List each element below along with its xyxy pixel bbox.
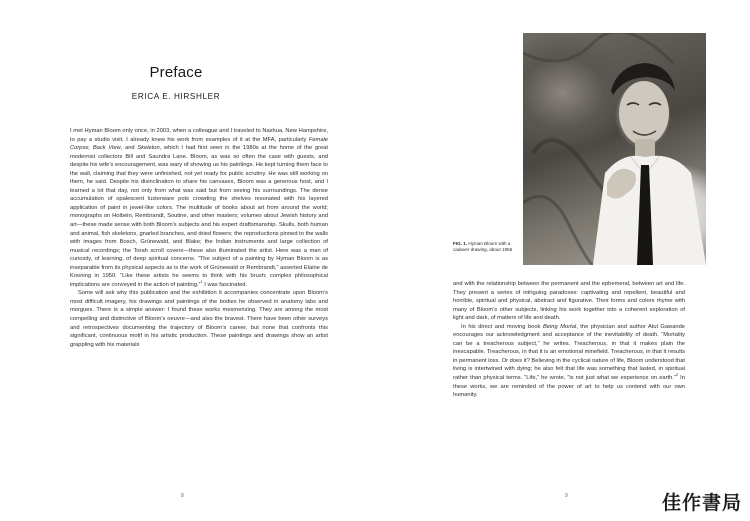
page-title: Preface	[149, 64, 203, 81]
author-name: ERICA E. HIRSHLER	[131, 92, 221, 101]
text-run: I met Hyman Bloom only once, in 2003, when a colleague and I traveled to Nashua, New Hampshire, to pay a studio visit. I already knew his work from examples of it at the MFA, particularly	[70, 128, 328, 143]
text-run: , which I had first seen in the 1980s at the home of the great modernist collectors Bill and Saundra Lane. Bloom, as was so often the case with guests, and despite his wife’s encouragement, was wary of showing us his paintings. He kept turning them face to the wall, claiming that they were unfinished, not yet ready for public scrutiny. He was still working on them, he said. Despite his disinclination to share his canvases, Bloom was a generous host, and I learned a lot that day, not only from what was said but from seeing his surroundings. The dense accumulation of opalescent lusterware pots crowding the shelves resonated with his layered application of paint in jewel-like colors. The multitude of books about art from around the world; monographs on Holbein, Rembrandt, Soutine, and other masters; volumes about Jewish history and art—these made sense with both Bloom’s subjects and his expert draftsmanship. Skulls, both human and animal, fish skeletons, gnarled branches, and dried flowers; the reproductions pinned to the walls with images from Bosch, Grünewald, and Blake; the Indian instruments and large collection of musical recordings; the Torah scroll covers—these also illuminated the artist. Here was a man of curiosity, of learning, of deep spiritual concerns. “The subject of a painting by Hyman Bloom is as inseparable from its physical aspects as is the work of Grünewald or Rembrandt,” asserted Elaine de Kooning in 1950. “Like these artists he seems to think with his brush; complex philosophical implications are conveyed in the action of painting.”	[70, 145, 328, 288]
italic-title: Female Corpse, Back View	[70, 136, 328, 152]
page-number-left: 8	[181, 493, 184, 499]
text-run: Some will ask why this publication and the exhibition it accompanies concentrate upon Bloom’s most difficult imagery, his drawings and paintings of the bodies he observed in anatomy labs and morgues. There is a simple answer: I found these works mesmerizing. They are among the most compelling and distinctive of Bloom’s oeuvre—and also the bravest. There have been other surveys and retrospectives documenting the trajectory of Bloom’s career, but none that confronts this significant, continuous motif in his artistic production. These paintings and drawings show an artist grappling with his materials	[70, 290, 328, 348]
publisher-watermark: 佳作書局	[661, 492, 742, 514]
footnote-ref: 1	[200, 278, 203, 284]
footnote-ref: 2	[675, 372, 679, 378]
text-run: In his direct and moving book	[461, 323, 543, 330]
paragraph	[453, 323, 685, 400]
right-body-text	[453, 280, 685, 400]
portrait-illustration	[523, 33, 706, 265]
text-run: and with the relationship between the permanent and the ephemeral, between art and life. They present a series of intriguing paradoxes: captivating and repellent, beautiful and horrible, spiritual and physical, abstract and figurative. Their forms and colors rhyme with many of Bloom’s other subjects, linking his work together into a coherent exploration of light and dark, of matters of life and death.	[453, 281, 685, 322]
portrait-photo	[523, 33, 706, 265]
text-run: , the physician and author Atul Gawande encourages our acknowledgment and acceptance of the inevitability of death. “Mortality can be a treacherous subject,” he writes. Treacherous, in that it makes plain the inescapable. Treacherous, in that it is an emotional minefield. Treacherous, in that it results in permanent loss. Or does it? Believing in the cyclical nature of life, Bloom understood that living is intertwined with dying; he also felt that life was something that lasted, in spiritual rather than physical terms. “Life,” he wrote, “is not just what we experience on earth.”	[453, 323, 686, 382]
paragraph	[70, 127, 328, 289]
italic-title: Being Mortal	[542, 323, 577, 330]
left-body-text	[70, 127, 328, 349]
figure-caption	[453, 241, 515, 253]
figure-caption-label: FIG. 1.	[453, 241, 468, 246]
text-run: I was fascinated.	[202, 281, 248, 288]
text-run: , and	[120, 145, 138, 152]
paragraph	[453, 280, 685, 323]
text-run: In these works, we are reminded of the power of art to help us contend with our own humanity.	[453, 375, 685, 399]
paragraph	[70, 289, 328, 349]
figure-caption-text: Hyman Bloom with a cadaver drawing, about 1955	[453, 241, 513, 253]
page-number-right: 9	[565, 493, 568, 499]
italic-title: Skeleton	[137, 145, 160, 152]
